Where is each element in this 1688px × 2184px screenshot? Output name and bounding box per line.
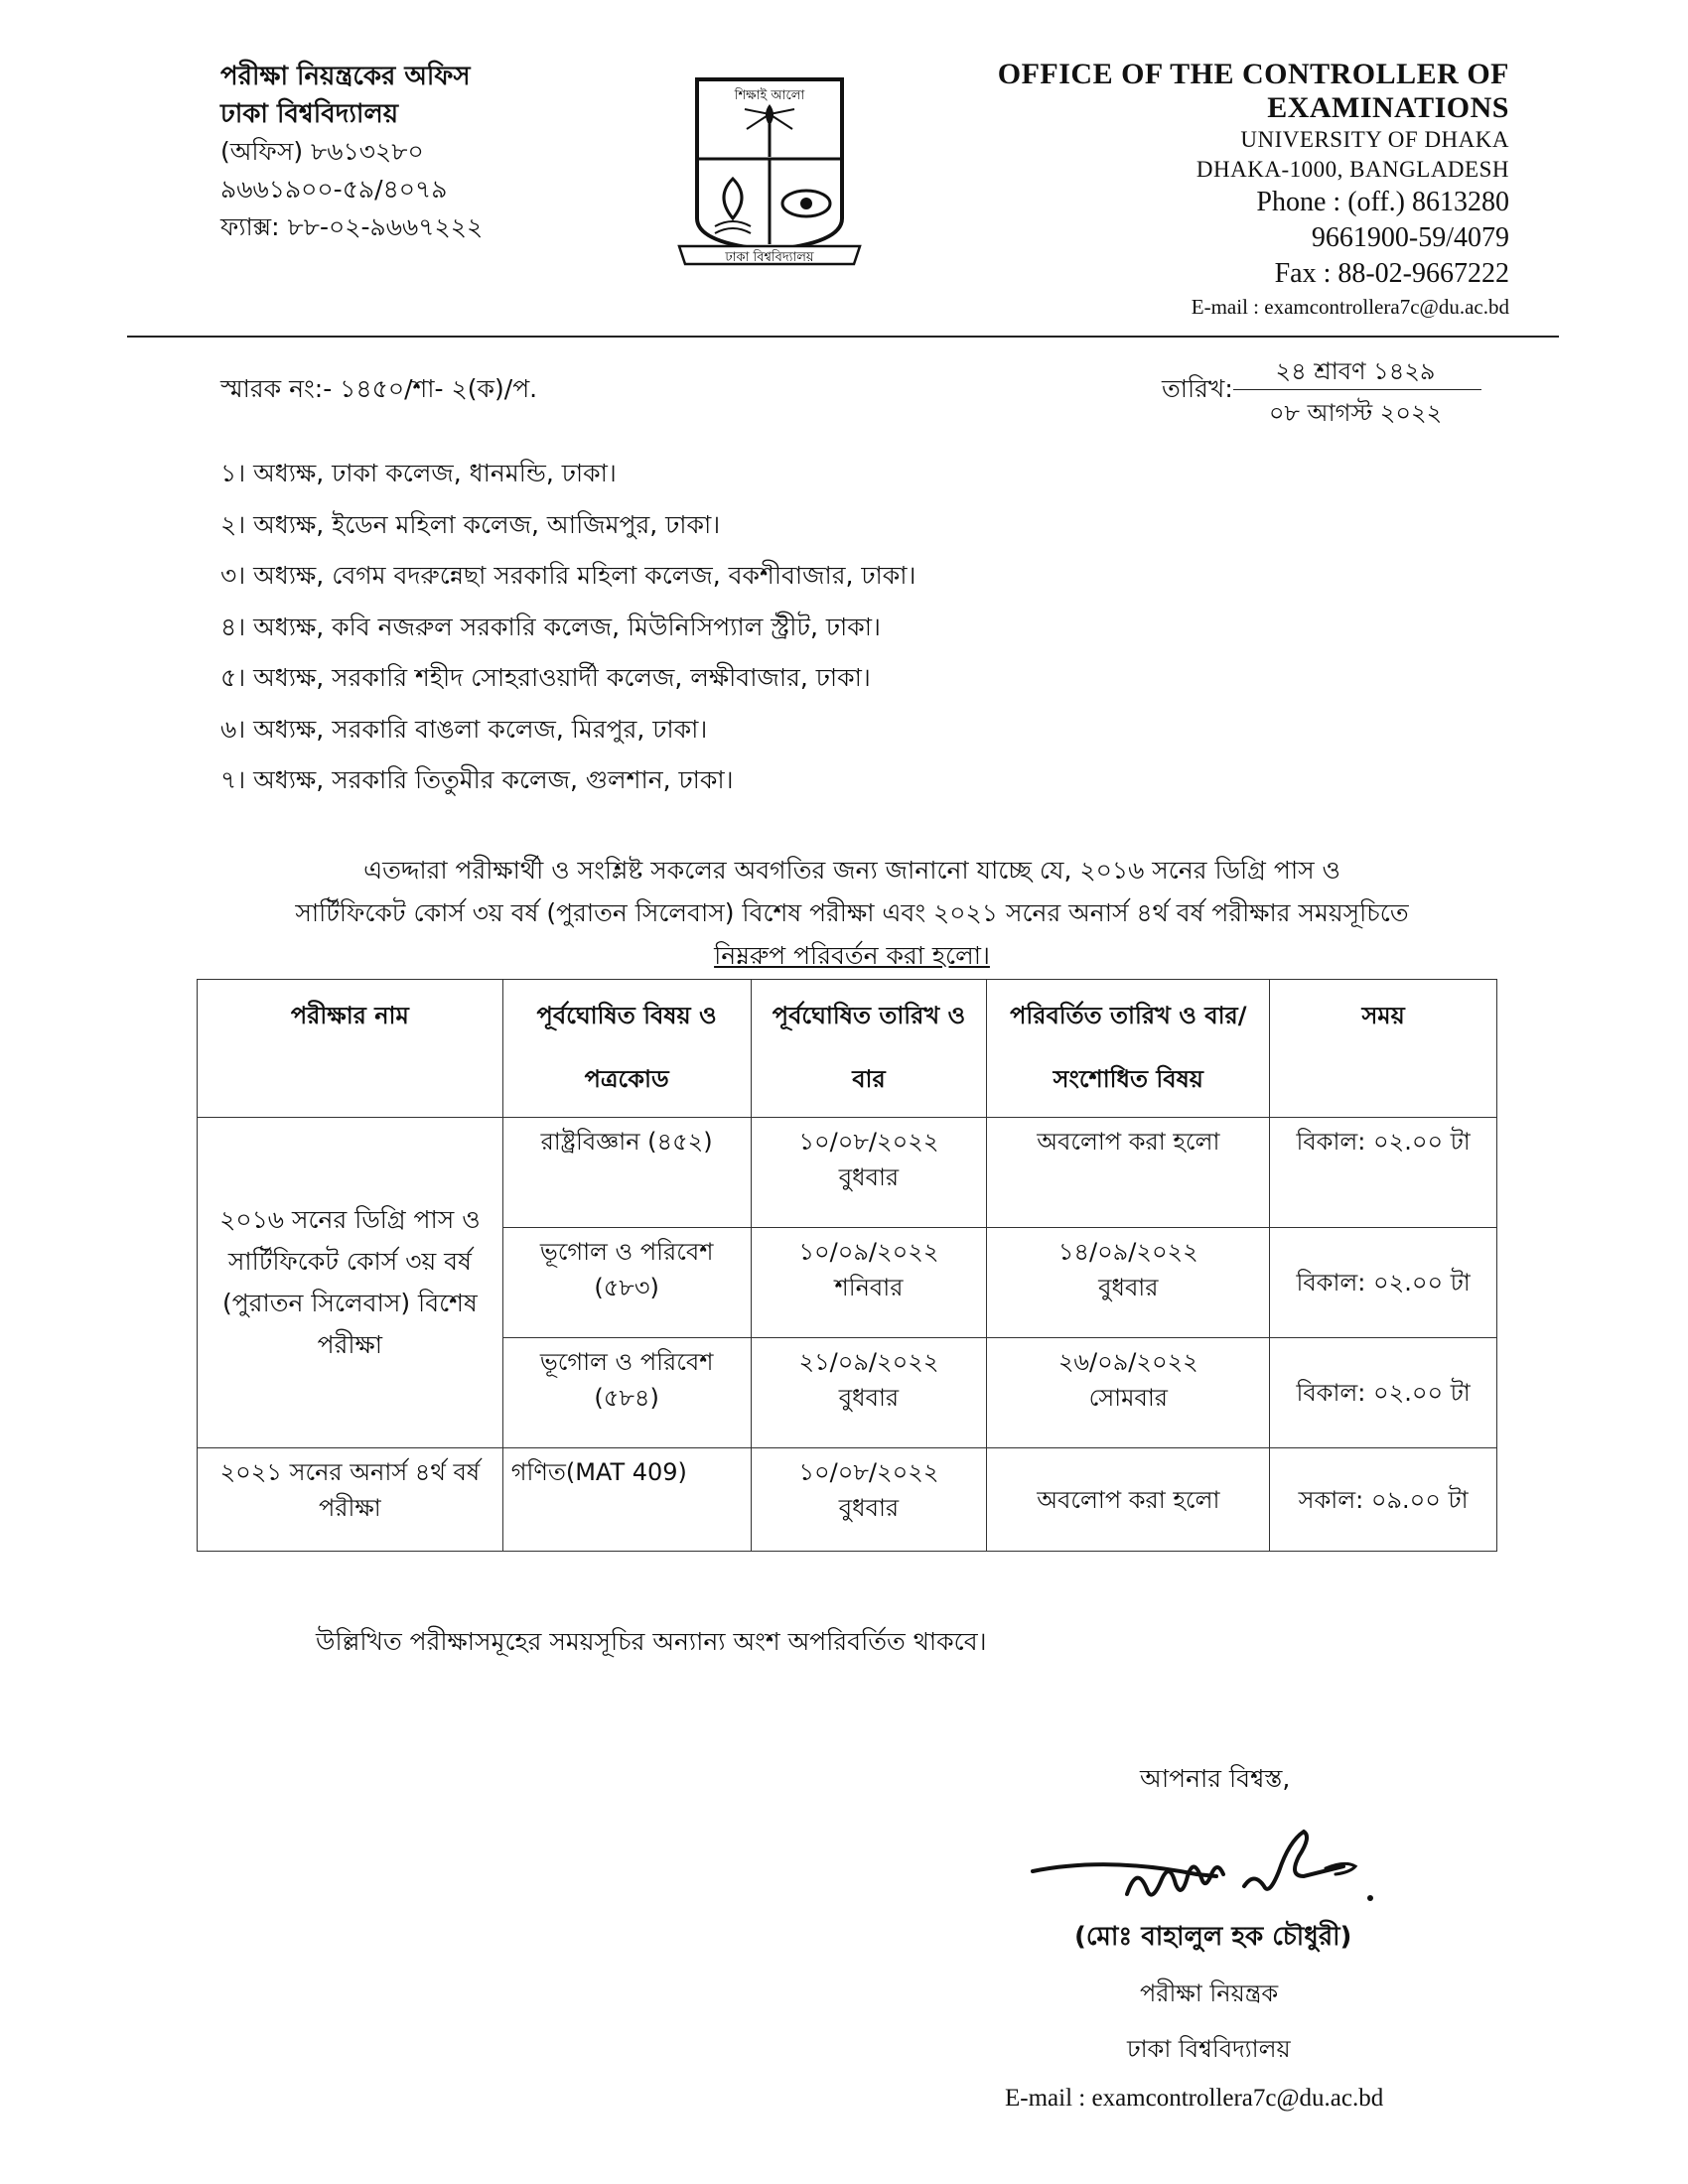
university-seal-icon: [675, 69, 864, 273]
seal-banner-text: ঢাকা বিশ্ববিদ্যালয়: [725, 250, 814, 265]
university-name-bn: ঢাকা বিশ্ববিদ্যালয়: [220, 99, 399, 129]
alt-phone-bn: ৯৬৬১৯০০-৫৯/৪০৭৯: [220, 175, 448, 204]
new-date: অবলোপ করা হলো: [1037, 1128, 1220, 1156]
recipient-item: ৪। অধ্যক্ষ, কবি নজরুল সরকারি কলেজ, মিউনিসিপ্যাল স্ট্রীট, ঢাকা।: [220, 612, 881, 641]
new-date: ১৪/০৯/২০২২: [1057, 1238, 1198, 1266]
recipient-item: ৭। অধ্যক্ষ, সরকারি তিতুমীর কলেজ, গুলশান, ঢাকা।: [220, 765, 734, 794]
closing-salutation: আপনার বিশ্বস্ত,: [1140, 1764, 1291, 1793]
recipient-item: ১। অধ্যক্ষ, ঢাকা কলেজ, ধানমন্ডি, ঢাকা।: [220, 459, 617, 487]
new-date-cell: [987, 1338, 1270, 1448]
notice-line: নিম্নরুপ পরিবর্তন করা হলো।: [714, 941, 990, 970]
header-left-block: [220, 58, 483, 246]
new-day: সোমবার: [1088, 1384, 1168, 1412]
notice-line: এতদ্দারা পরীক্ষার্থী ও সংশ্লিষ্ট সকলের অবগতির জন্য জানানো যাচ্ছে যে, ২০১৬ সনের ডিগ্রি পাস ও: [363, 856, 1340, 885]
exam-name-cell: ২০১৬ সনের ডিগ্রি পাস ও সার্টিফিকেট কোর্স ৩য় বর্ষ (পুরাতন সিলেবাস) বিশেষ পরীক্ষা: [198, 1118, 503, 1448]
signatory-name: (মোঃ বাহালুল হক চৌধুরী): [1074, 1922, 1352, 1952]
exam-name-cell: ২০২১ সনের অনার্স ৪র্থ বর্ষ পরীক্ষা: [198, 1448, 503, 1552]
header-time: সময়: [1270, 980, 1497, 1118]
recipient-item: ৬। অধ্যক্ষ, সরকারি বাঙলা কলেজ, মিরপুর, ঢাকা।: [220, 714, 708, 744]
date-english: ০৮ আগস্ট ২০২২: [1268, 399, 1443, 427]
fax-bn: ফ্যাক্স: ৮৮-০২-৯৬৬৭২২২: [220, 212, 484, 241]
time-cell: বিকাল: ০২.০০ টা: [1270, 1338, 1497, 1448]
subject-cell: ভূগোল ও পরিবেশ (৫৮৪): [502, 1338, 751, 1448]
recipient-item: ২। অধ্যক্ষ, ইডেন মহিলা কলেজ, আজিমপুর, ঢাকা।: [220, 509, 721, 539]
time-cell: বিকাল: ০২.০০ টা: [1270, 1228, 1497, 1338]
old-date: ১০/০৯/২০২২: [798, 1238, 939, 1266]
date-label: তারিখ:: [1162, 374, 1233, 403]
subject-cell: ভূগোল ও পরিবেশ (৫৮৩): [502, 1228, 751, 1338]
header-new-date: পরিবর্তিত তারিখ ও বার/ সংশোধিত বিষয়: [987, 980, 1270, 1118]
notice-paragraph: [216, 849, 1487, 977]
new-date-cell: [987, 1228, 1270, 1338]
new-date: অবলোপ করা হলো: [1037, 1485, 1220, 1514]
subject-cell: রাষ্ট্রবিজ্ঞান (৪৫২): [502, 1118, 751, 1228]
email-en: E-mail : examcontrollera7c@du.ac.bd: [1191, 295, 1509, 319]
office-name-en-2: EXAMINATIONS: [1267, 91, 1509, 124]
memo-number: স্মারক নং:- ১৪৫০/শা- ২(ক)/প.: [220, 374, 538, 403]
schedule-table: [197, 979, 1497, 1552]
header-old-date: পূর্বঘোষিত তারিখ ও বার: [751, 980, 987, 1118]
signatory-title: পরীক্ষা নিয়ন্ত্রক: [1140, 1979, 1279, 2007]
signatory-email: E-mail : examcontrollera7c@du.ac.bd: [1005, 2085, 1384, 2112]
old-date-cell: [751, 1228, 987, 1338]
header-divider: [127, 336, 1559, 338]
recipient-list: [220, 454, 916, 812]
signatory-org: ঢাকা বিশ্ববিদ্যালয়: [1127, 2035, 1291, 2063]
recipient-item: ৩। অধ্যক্ষ, বেগম বদরুন্নেছা সরকারি মহিলা কলেজ, বকশীবাজার, ঢাকা।: [220, 561, 916, 590]
date-bangla: ২৪ শ্রাবণ ১৪২৯: [1275, 357, 1436, 385]
office-name-en-1: OFFICE OF THE CONTROLLER OF: [997, 58, 1509, 90]
old-day: বুধবার: [838, 1163, 900, 1191]
recipient-item: ৫। অধ্যক্ষ, সরকারি শহীদ সোহরাওয়ার্দী কলেজ, লক্ষীবাজার, ঢাকা।: [220, 663, 871, 692]
table-row: [198, 1448, 1497, 1552]
table-row: [198, 1118, 1497, 1228]
phone-en: Phone : (off.) 8613280: [1256, 187, 1509, 217]
seal-motto-text: শিক্ষাই আলো: [734, 88, 805, 103]
new-date-cell: [987, 1448, 1270, 1552]
old-day: বুধবার: [838, 1384, 900, 1412]
new-date-cell: [987, 1118, 1270, 1228]
new-day: বুধবার: [1098, 1274, 1159, 1301]
old-date-cell: [751, 1448, 987, 1552]
table-header-row: [198, 980, 1497, 1118]
header-old-subject: পূর্বঘোষিত বিষয় ও পত্রকোড: [502, 980, 751, 1118]
date-divider: [1233, 389, 1481, 390]
address-en: DHAKA-1000, BANGLADESH: [1196, 157, 1509, 182]
old-date-cell: [751, 1338, 987, 1448]
header-right-block: [998, 58, 1509, 322]
old-date-cell: [751, 1118, 987, 1228]
university-name-en: UNIVERSITY OF DHAKA: [1240, 127, 1509, 152]
old-day: শনিবার: [834, 1274, 904, 1301]
office-phone-bn: (অফিস) ৮৬১৩২৮০: [220, 137, 424, 166]
unchanged-note: উল্লিখিত পরীক্ষাসমূহের সময়সূচির অন্যান্য অংশ অপরিবর্তিত থাকবে।: [316, 1627, 987, 1656]
old-day: বুধবার: [838, 1494, 900, 1522]
subject-cell: গণিত(MAT 409): [502, 1448, 751, 1552]
old-date: ২১/০৯/২০২২: [798, 1348, 939, 1376]
time-cell: বিকাল: ০২.০০ টা: [1270, 1118, 1497, 1228]
old-date: ১০/০৮/২০২২: [798, 1458, 939, 1486]
signature-image: [1028, 1817, 1425, 1916]
phone-alt-en: 9661900-59/4079: [1311, 222, 1509, 253]
fax-en: Fax : 88-02-9667222: [1274, 258, 1509, 289]
time-cell: সকাল: ০৯.০০ টা: [1270, 1448, 1497, 1552]
old-date: ১০/০৮/২০২২: [798, 1128, 939, 1156]
notice-line: সার্টিফিকেট কোর্স ৩য় বর্ষ (পুরাতন সিলেবাস) বিশেষ পরীক্ষা এবং ২০২১ সনের অনার্স ৪র্থ বর্ষ পরীক্ষার সময়সূচিতে: [295, 898, 1409, 927]
office-name-bn: পরীক্ষা নিয়ন্ত্রকের অফিস: [220, 62, 471, 91]
header-exam-name: পরীক্ষার নাম: [198, 980, 503, 1118]
new-date: ২৬/০৯/২০২২: [1057, 1348, 1198, 1376]
